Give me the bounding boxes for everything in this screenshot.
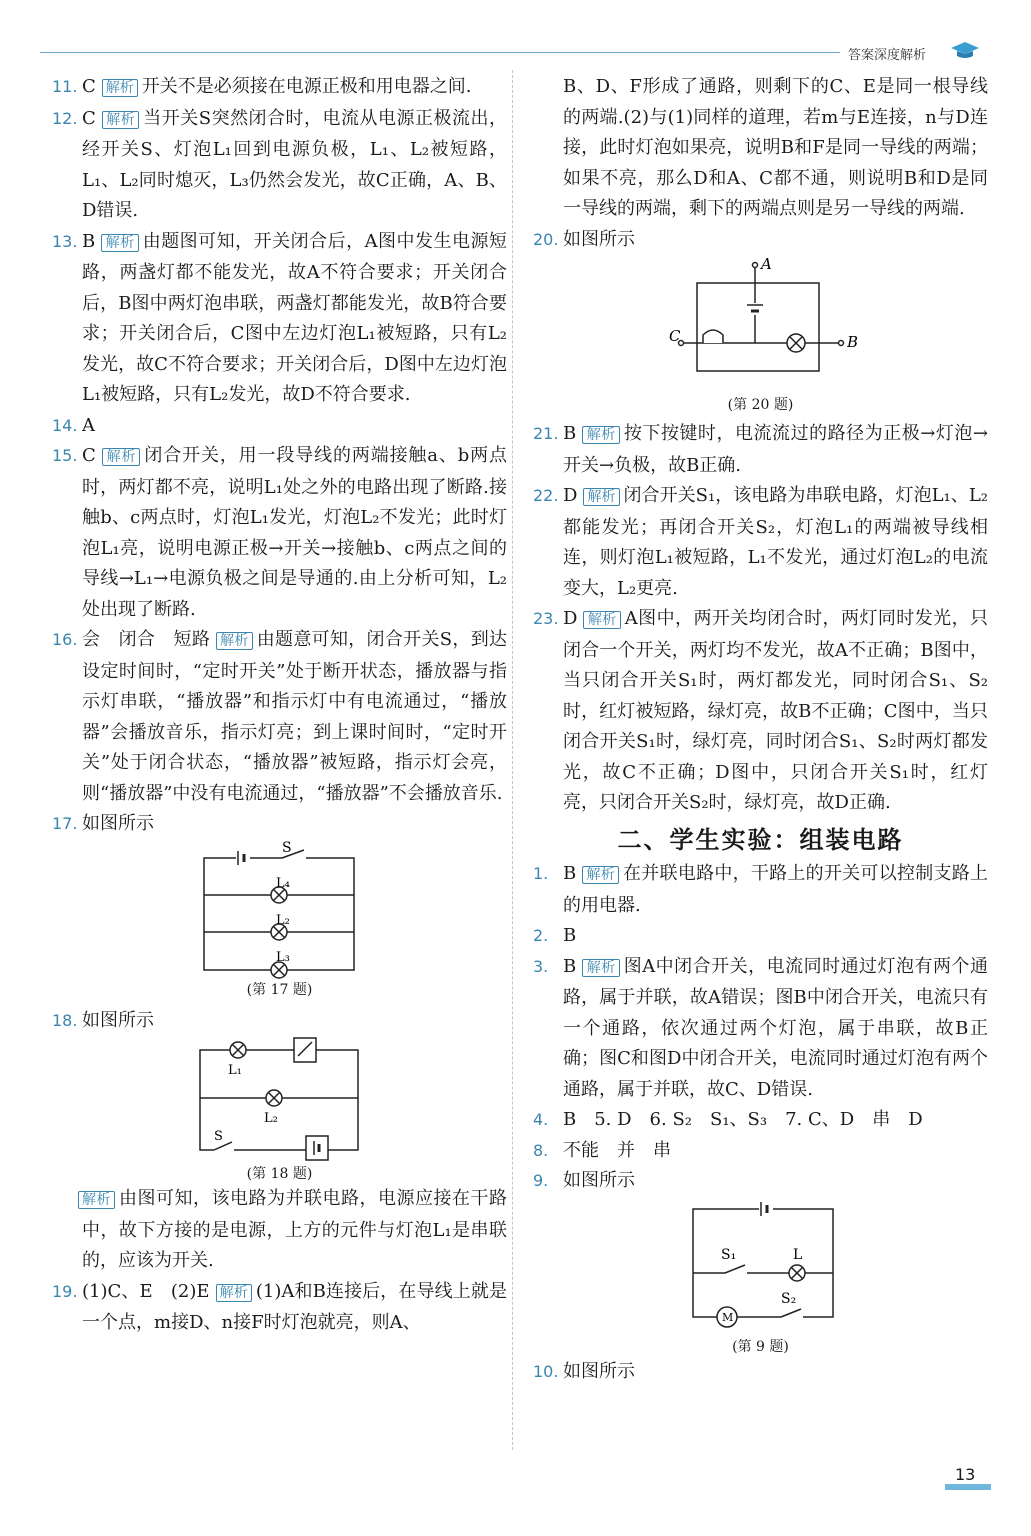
answer-item-0 [533,419,988,481]
answer-item-6 [52,809,507,840]
fig17-label-s: S [281,839,292,856]
figure-caption: (第 9 题) [732,1338,789,1355]
item-answer: B [563,423,577,444]
analysis-tag: 解析 [102,111,139,129]
item-answer: 会 闭合 短路 [82,629,211,650]
item-answer: B 5. D 6. S₂ S₁、S₃ 7. C、D 串 D [563,1109,923,1130]
item-text: 图A中闭合开关，电流同时通过灯泡有两个通路，属于并联，故A错误；图B中闭合开关，电流只有一个通路，依次通过两个灯泡，属于串联，故B正确；图C和图D中闭合开关，电流同时通过灯泡有两个通路，属于并联，故C、D错误. [563,955,988,1100]
answer-item-18 [52,1006,507,1037]
item-answer: D [563,608,578,629]
item-answer: C [82,445,96,466]
answer-item-3 [52,411,507,442]
circuit-diagram-18 [190,1036,370,1164]
item-number: 19. [52,1281,78,1301]
item-number: 20. [533,229,559,249]
answer-item-2 [533,604,988,819]
item-number: 22. [533,486,559,505]
item-number: 18. [52,1010,78,1030]
item-text: A图中，两开关均闭合时，两灯同时发光，只闭合一个开关，两灯均不发光，故A不正确；B图中，当只闭合开关S₁时，两灯都发光，同时闭合S₁、S₂时，红灯被短路，绿灯亮，故B不正确；C图中，当只闭合开关S₁时，绿灯亮，同时闭合S₁、S₂时两灯都发光，故C不正确；D图中，只闭合开关S₁时，红灯亮，只闭合开关S₂时，绿灯亮，故D正确. [563,608,989,813]
fig18-label-s: S [213,1129,223,1144]
item-answer: 如图所示 [563,1360,635,1382]
item-number: 14. [52,415,78,435]
item-text: 由题意可知，闭合开关S，到达设定时间时，“定时开关”处于断开状态，播放器与指示灯串联，“播放器”和指示灯中有电流通过，“播放器”会播放音乐，指示灯亮；到上课时间时，“定时开关”处于闭合状态，“播放器”被短路，指示灯会亮，则“播放器”中没有电流通过，“播放器”不会播放音乐. [82,629,507,804]
answer-item-20 [533,225,988,256]
answer-item-5 [52,625,507,809]
fig17-label-l4: L₄ [275,875,290,891]
section2-item-3 [533,1105,988,1136]
analysis-tag: 解析 [216,632,253,650]
circuit-diagram-17 [190,840,370,980]
analysis-tag: 解析 [583,488,619,506]
analysis-tag: 解析 [102,448,141,466]
item-number: 2. [533,926,549,945]
item-number: 11. [52,77,78,96]
fig20-label-c: C [668,327,680,345]
item-answer: C [82,107,96,129]
analysis-tag: 解析 [582,426,620,444]
answer-item-1 [533,481,988,604]
fig20-label-a: A [760,255,772,273]
figure-caption: (第 17 题) [246,981,313,998]
item-number: 15. [52,446,78,465]
section2-item-0 [533,859,988,921]
analysis-tag: 解析 [216,1284,252,1302]
answer-item-19 [52,1277,507,1339]
figure-caption: (第 20 题) [727,397,794,413]
analysis-tag: 解析 [583,611,620,629]
item-number: 4. [533,1110,549,1129]
figure-9 [533,1197,988,1357]
analysis-tag: 解析 [78,1191,115,1209]
item-text: 由题图可知，开关闭合后，A图中发生电源短路，两盏灯都不能发光，故A不符合要求；开关闭合后，B图中两灯泡串联，两盏灯都能发光，故B符合要求；开关闭合后，C图中左边灯泡L₁被短路，只有L₂发光，故C不符合要求；开关闭合后，D图中左边灯泡L₁被短路，只有L₂发光，故D不符合要求. [82,230,507,405]
item-text: 按下按键时，电流流过的路径为正极→灯泡→开关→负极，故B正确. [563,423,989,476]
item-answer: A [82,414,95,436]
item-number: 12. [52,108,78,128]
analysis-tag: 解析 [582,866,619,884]
item-answer: B [563,925,577,946]
figure-17 [52,840,507,1000]
analysis-tag: 解析 [101,234,138,252]
figure-18 [52,1036,507,1184]
item-answer: B [563,863,577,884]
answer-item-2 [52,227,507,411]
section2-item-1 [533,921,988,952]
item-number: 3. [533,956,549,976]
item-number: 16. [52,630,78,649]
fig18-label-l2: L₂ [263,1111,278,1126]
circuit-diagram-20 [651,255,871,395]
item-answer: 不能 并 串 [563,1139,671,1161]
item-text: (1)A和B连接后，在导线上就是一个点，m接D、n接F时灯泡就亮，则A、 [82,1280,507,1333]
fig9-label-s2: S₂ [780,1290,796,1307]
item-answer: (1)C、E (2)E [82,1280,210,1302]
figure-20 [533,255,988,415]
header-title: 答案深度解析 [848,48,927,63]
item-number: 9. [533,1171,549,1190]
item-number: 1. [533,864,549,883]
answer-item-1 [52,104,507,227]
section2-item-2 [533,952,988,1106]
item-answer: B [563,955,577,977]
graduation-cap-icon [950,40,980,60]
answer-item-10 [533,1357,988,1388]
section2-item-4 [533,1136,988,1167]
answer-item-0 [52,72,507,104]
item-text: 当开关S突然闭合时，电流从电源正极流出，经开关S、灯泡L₁回到电源负极，L₁、L₂被短路，L₁、L₂同时熄灭，L₃仍然会发光，故C正确，A、B、D错误. [82,107,507,221]
item-number: 8. [533,1140,549,1160]
item-text: 闭合开关，用一段导线的两端接触a、b两点时，两灯都不亮，说明L₁处之外的电路出现了断路.接触b、c两点时，灯泡L₁发光，灯泡L₂不发光；此时灯泡L₁亮，说明电源正极→开关→接触b、c两点之间的导线→L₁→电源负极之间是导通的.由上分析可知，L₂处出现了断路. [82,445,507,620]
fig17-label-l3: L₃ [275,949,290,965]
item-answer: 如图所示 [82,813,154,834]
section2-item-5 [533,1166,988,1197]
right-column [533,72,988,1387]
item-answer: 如图所示 [563,228,635,250]
item-answer: 如图所示 [82,1009,154,1031]
item-answer: C [82,76,96,97]
fig9-label-s1: S₁ [720,1246,736,1263]
item-answer: 如图所示 [563,1170,635,1191]
item-number: 17. [52,814,78,833]
item-text: B、D、F形成了通路，则剩下的C、E是同一根导线的两端.(2)与(1)同样的道理，若m与E连接，n与D连接，此时灯泡如果亮，说明B和F是同一导线的两端；如果不亮，那么D和A、C都不通，则说明B和D是同一导线的两端，剩下的两端点则是另一导线的两端. [563,76,988,219]
fig18-label-l1: L₁ [227,1063,242,1078]
item-text: 闭合开关S₁，该电路为串联电路，灯泡L₁、L₂都能发光；再闭合开关S₂，灯泡L₁的两端被导线相连，则灯泡L₁被短路，L₁不发光，通过灯泡L₂的电流变大，L₂更亮. [563,485,988,599]
page-number-decoration [945,1484,991,1490]
item-number: 23. [533,609,559,628]
item-text: 在并联电路中，干路上的开关可以控制支路上的用电器. [563,863,989,916]
analysis-tag: 解析 [102,79,138,97]
item-number: 21. [533,424,559,443]
item-text: 开关不是必须接在电源正极和用电器之间. [141,76,472,97]
answer-item-18-note [52,1184,507,1277]
header-rule [40,52,840,53]
item-number: 10. [533,1361,559,1381]
fig9-label-m: M [721,1310,733,1324]
figure-caption: (第 18 题) [246,1166,313,1182]
fig17-label-l2: L₂ [275,912,290,928]
fig20-label-b: B [846,333,858,351]
answer-item-19-continued [533,72,988,225]
fig9-label-l: L [792,1246,802,1263]
column-divider [512,70,513,1450]
item-answer: B [82,230,96,252]
item-answer: D [563,485,578,506]
left-column [52,72,507,1339]
section-title: 二、学生实验：组装电路 [617,825,904,854]
answer-item-4 [52,441,507,625]
page-number: 13 [955,1465,976,1484]
item-number: 13. [52,231,78,251]
analysis-tag: 解析 [582,959,619,977]
item-text: 由图可知，该电路为并联电路，电源应接在干路中，故下方接的是电源，上方的元件与灯泡L₁是串联的，应该为开关. [82,1188,507,1271]
circuit-diagram-9 [671,1197,851,1337]
